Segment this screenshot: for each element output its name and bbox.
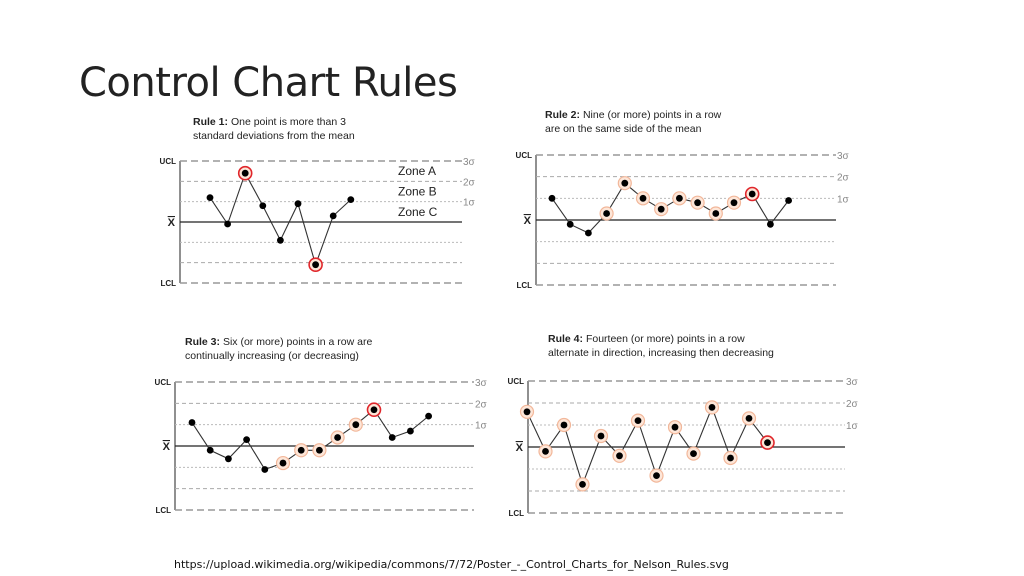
- data-point: [767, 221, 774, 228]
- sigma-3-label: 3σ: [846, 377, 858, 388]
- data-point: [709, 404, 716, 411]
- data-point: [407, 428, 414, 435]
- data-point: [785, 197, 792, 204]
- sigma-3-label: 3σ: [837, 151, 849, 162]
- data-point: [207, 447, 214, 454]
- data-point: [280, 460, 287, 467]
- rule1-text-line2: standard deviations from the mean: [193, 130, 355, 142]
- mean-label: X: [523, 215, 531, 227]
- data-point: [640, 195, 647, 202]
- data-point: [731, 199, 738, 206]
- data-point: [389, 434, 396, 441]
- data-point: [549, 195, 556, 202]
- data-point: [189, 419, 196, 426]
- rule3-chart: [148, 334, 498, 524]
- data-point: [334, 434, 341, 441]
- rule1-panel: [150, 112, 495, 302]
- lcl-label: LCL: [508, 509, 524, 518]
- data-point: [635, 417, 642, 424]
- data-point: [676, 195, 683, 202]
- sigma-2-label: 2σ: [837, 172, 849, 184]
- rule2-label: Rule 2:: [545, 109, 581, 121]
- data-point: [242, 170, 249, 177]
- sigma-1-label: 1σ: [837, 194, 849, 206]
- lcl-label: LCL: [160, 279, 176, 288]
- rule1-label: Rule 1:: [193, 116, 229, 128]
- zone-label: Zone A: [398, 164, 437, 179]
- rule3-label: Rule 3:: [185, 336, 221, 348]
- sigma-2-label: 2σ: [475, 399, 487, 411]
- rule2-text-line1: Nine (or more) points in a row: [582, 109, 722, 121]
- mean-label: X: [515, 442, 523, 454]
- data-point: [746, 415, 753, 422]
- data-point: [277, 237, 284, 244]
- data-point: [330, 213, 337, 220]
- rule2-panel: [500, 108, 860, 298]
- data-point: [259, 202, 266, 209]
- data-point: [295, 200, 302, 207]
- data-point: [542, 448, 549, 455]
- zone-label: Zone B: [398, 184, 437, 199]
- data-point: [690, 450, 697, 457]
- data-point: [579, 481, 586, 488]
- data-point: [298, 447, 305, 454]
- data-point: [585, 230, 592, 237]
- data-point: [672, 424, 679, 431]
- rule3-text-line2: continually increasing (or decreasing): [185, 350, 359, 362]
- sigma-3-label: 3σ: [475, 378, 487, 389]
- sigma-2-label: 2σ: [846, 399, 858, 410]
- rule2-chart: [500, 108, 860, 298]
- data-point: [712, 210, 719, 217]
- sigma-2-label: 2σ: [463, 177, 475, 189]
- sigma-1-label: 1σ: [463, 197, 475, 209]
- data-point: [567, 221, 574, 228]
- data-point: [621, 180, 628, 187]
- data-point: [616, 452, 623, 459]
- data-point: [598, 433, 605, 440]
- source-url: https://upload.wikimedia.org/wikipedia/commons/7/72/Poster_-_Control_Charts_for_Nelson_Rules.svg: [174, 558, 729, 571]
- rule2-text-line2: are on the same side of the mean: [545, 123, 702, 135]
- data-point: [347, 196, 354, 203]
- data-point: [524, 408, 531, 415]
- data-point: [561, 422, 568, 429]
- rule3-panel: [148, 334, 498, 524]
- data-point: [603, 210, 610, 217]
- data-point: [658, 206, 665, 213]
- zone-label: Zone C: [398, 204, 438, 219]
- rule1-chart: [150, 112, 495, 302]
- page-title: Control Chart Rules: [79, 60, 458, 106]
- ucl-label: UCL: [515, 151, 532, 160]
- rule4-text-line1: Fourteen (or more) points in a row: [585, 333, 745, 345]
- sigma-1-label: 1σ: [846, 421, 858, 432]
- ucl-label: UCL: [507, 377, 524, 386]
- data-point: [261, 466, 268, 473]
- data-point: [653, 472, 660, 479]
- rule3-text-line1: Six (or more) points in a row are: [222, 336, 373, 348]
- data-point: [225, 455, 232, 462]
- data-point: [352, 421, 359, 428]
- mean-label: X: [167, 217, 175, 229]
- data-point: [312, 261, 319, 268]
- mean-label: X: [162, 441, 170, 453]
- rule4-chart: [505, 331, 865, 525]
- sigma-1-label: 1σ: [475, 420, 487, 432]
- lcl-label: LCL: [516, 281, 532, 290]
- data-point: [749, 191, 756, 198]
- rule4-label: Rule 4:: [548, 333, 584, 345]
- data-point: [224, 221, 231, 228]
- data-point: [243, 436, 250, 443]
- data-point: [207, 194, 214, 201]
- rule4-text-line2: alternate in direction, increasing then decreasing: [548, 347, 774, 359]
- data-point: [764, 439, 771, 446]
- series-line: [210, 173, 351, 265]
- sigma-3-label: 3σ: [463, 157, 475, 168]
- data-point: [371, 406, 378, 413]
- lcl-label: LCL: [155, 506, 171, 515]
- data-point: [727, 455, 734, 462]
- data-point: [694, 199, 701, 206]
- data-point: [425, 413, 432, 420]
- ucl-label: UCL: [159, 157, 176, 166]
- ucl-label: UCL: [154, 378, 171, 387]
- rule1-text-line1: One point is more than 3: [230, 116, 346, 128]
- data-point: [316, 447, 323, 454]
- rule4-panel: [505, 331, 865, 525]
